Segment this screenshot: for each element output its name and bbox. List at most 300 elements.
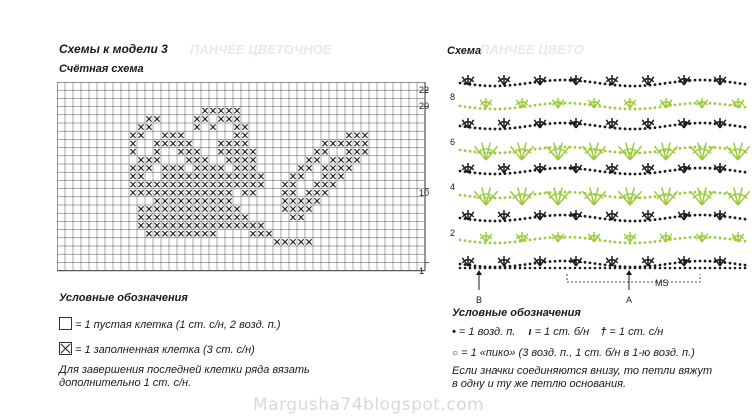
dc-stitch (480, 100, 486, 108)
right-note-line-1: Если значки соединяются внизу, то петли вяжут (452, 365, 713, 377)
chain-dot (479, 172, 482, 175)
chain-dot (639, 172, 642, 175)
chain-dot (729, 104, 732, 107)
chain-dot (579, 102, 582, 105)
chain-dot (584, 215, 587, 218)
filled-cell (290, 206, 295, 211)
stitch-chart-title: Схема (447, 45, 482, 57)
filled-cell (258, 174, 263, 179)
count-chart-title: Счётная схема (59, 63, 144, 75)
chain-dot (484, 172, 487, 175)
chain-dot (639, 107, 642, 110)
dc-stitch (498, 165, 504, 173)
filled-cell (202, 165, 207, 170)
filled-cell (234, 149, 239, 154)
dc-stitch (501, 75, 507, 85)
filled-cell (146, 165, 151, 170)
filled-cell (250, 174, 255, 179)
chain-dot (619, 107, 622, 110)
chain-dot (644, 172, 647, 175)
chain-dot (494, 242, 497, 245)
filled-cell (162, 165, 167, 170)
chain-dot (729, 124, 732, 127)
dc-stitch (624, 100, 630, 108)
filled-cell (226, 206, 231, 211)
chain-dot (734, 124, 737, 127)
foundation-dot (469, 267, 472, 270)
chain-dot (714, 146, 717, 149)
filled-cell (362, 133, 367, 138)
chain-dot (529, 238, 532, 241)
filled-cell (314, 190, 319, 195)
filled-cell (290, 190, 295, 195)
chain-dot (654, 218, 657, 221)
foundation-dot (714, 267, 717, 270)
filled-cell (338, 141, 343, 146)
dc-stitch (702, 100, 708, 108)
chain-dot (584, 261, 587, 264)
filled-cell (178, 141, 183, 146)
chain-dot (564, 122, 567, 125)
chain-dot (509, 219, 512, 222)
chain-dot (629, 85, 632, 88)
chain-dot (584, 123, 587, 126)
foundation-dot (579, 267, 582, 270)
chain-dot (604, 218, 607, 221)
filled-cell (170, 165, 175, 170)
chain-dot (719, 103, 722, 106)
filled-cell (194, 165, 199, 170)
dc-stitch (678, 212, 684, 220)
foundation-dot (639, 267, 642, 270)
chain-dot (469, 195, 472, 198)
chain-dot (599, 217, 602, 220)
foundation-dot (624, 267, 627, 270)
dc-stitch (504, 258, 510, 266)
filled-cell (210, 124, 215, 129)
chain-dot (544, 103, 547, 106)
filled-cell (218, 149, 223, 154)
filled-cell (210, 108, 215, 113)
chain-dot (664, 263, 667, 266)
chain-dot (519, 126, 522, 129)
chain-dot (574, 191, 577, 194)
chain-dot (524, 170, 527, 173)
chain-dot (614, 84, 617, 87)
dc-stitch (558, 100, 564, 108)
filled-cell (226, 190, 231, 195)
dc-stitch (588, 234, 594, 242)
chain-dot (589, 81, 592, 84)
chain-dot (694, 214, 697, 217)
chain-dot (599, 263, 602, 266)
foundation-dot (634, 267, 637, 270)
filled-cell (178, 231, 183, 236)
filled-cell (186, 182, 191, 187)
filled-cell (322, 182, 327, 187)
chain-dot (569, 236, 572, 239)
filled-cell (250, 182, 255, 187)
chain-dot (699, 260, 702, 263)
filled-cell (266, 231, 271, 236)
chain-dot (579, 236, 582, 239)
chain-dot (504, 107, 507, 110)
filled-cell (154, 215, 159, 220)
chain-dot (629, 173, 632, 176)
foundation-dot (659, 267, 662, 270)
chain-dot (609, 240, 612, 243)
chain-dot (499, 152, 502, 155)
chain-dot (729, 169, 732, 172)
legend-filled-text: = 1 заполненная клетка (3 ст. с/н) (75, 344, 255, 356)
dc-stitch (552, 234, 558, 242)
dc-stitch (678, 165, 684, 173)
dc-stitch (483, 98, 489, 108)
filled-cell (242, 182, 247, 187)
dc-stitch (678, 258, 684, 266)
foundation-dot (489, 267, 492, 270)
filled-cell (314, 198, 319, 203)
chain-dot (609, 106, 612, 109)
chain-dot (584, 80, 587, 83)
chain-dot (619, 241, 622, 244)
filled-cell (234, 116, 239, 121)
chain-dot (659, 264, 662, 267)
chain-dot (534, 104, 537, 107)
chain-dot (594, 216, 597, 219)
chain-dot (539, 147, 542, 150)
chain-dot (564, 167, 567, 170)
dc-stitch (498, 77, 504, 85)
ring-icon: ○ (452, 348, 459, 359)
filled-cell (210, 206, 215, 211)
filled-cell (242, 141, 247, 146)
chain-dot (669, 262, 672, 265)
foundation-dot (694, 267, 697, 270)
chain-dot (724, 103, 727, 106)
row-label-1: 1 (419, 266, 425, 276)
chain-dot (529, 81, 532, 84)
bleed-text-left: ПАНЧЕЕ ЦВЕТОЧНОЕ (190, 42, 332, 57)
dc-stitch (624, 234, 630, 242)
chain-dot (664, 217, 667, 220)
filled-cell (314, 157, 319, 162)
filled-cell (202, 198, 207, 203)
chain-dot (709, 260, 712, 263)
foundation-dot (684, 267, 687, 270)
bar-icon: ı (528, 326, 532, 338)
filled-cell (226, 174, 231, 179)
chain-dot (479, 127, 482, 130)
filled-cell (250, 149, 255, 154)
chain-dot (644, 127, 647, 130)
filled-cell (234, 215, 239, 220)
dc-stitch (537, 210, 543, 220)
filled-cell (226, 149, 231, 154)
chain-dot (474, 195, 477, 198)
foundation-dot (699, 267, 702, 270)
filled-cell (194, 157, 199, 162)
filled-cell (138, 157, 143, 162)
filled-cell (322, 190, 327, 195)
chain-dot (679, 192, 682, 195)
foundation-dot (589, 267, 592, 270)
chain-dot (594, 81, 597, 84)
chain-dot (469, 150, 472, 153)
chain-dot (664, 125, 667, 128)
filled-cell (234, 133, 239, 138)
filled-cell (186, 223, 191, 228)
chain-dot (709, 167, 712, 170)
dc-stitch (501, 163, 507, 173)
filled-cell (202, 231, 207, 236)
filled-cell (274, 239, 279, 244)
filled-cell (226, 141, 231, 146)
chain-dot (609, 150, 612, 153)
dc-stitch (717, 118, 723, 128)
chain-dot (554, 167, 557, 170)
filled-cell (226, 108, 231, 113)
dc-stitch (501, 210, 507, 220)
chain-dot (659, 218, 662, 221)
filled-cell (138, 174, 143, 179)
dot-icon: • (452, 326, 456, 338)
dc-stitch (645, 118, 651, 128)
dc-stitch (642, 212, 648, 220)
foundation-dot (604, 267, 607, 270)
filled-cell (346, 149, 351, 154)
chain-dot (459, 194, 462, 197)
chain-dot (549, 260, 552, 263)
foundation-dot (544, 267, 547, 270)
chain-dot (554, 122, 557, 125)
chain-dot (484, 219, 487, 222)
filled-cell (258, 182, 263, 187)
chain-dot (734, 262, 737, 265)
chain-dot (724, 192, 727, 195)
filled-cell (242, 165, 247, 170)
foundation-dot (524, 267, 527, 270)
chain-dot (594, 169, 597, 172)
chain-dot (519, 218, 522, 221)
filled-cell (322, 141, 327, 146)
dc-stitch (480, 234, 486, 242)
foundation-dot (499, 267, 502, 270)
chain-dot (579, 191, 582, 194)
filled-cell (186, 190, 191, 195)
chain-dot (604, 106, 607, 109)
chain-dot (624, 84, 627, 87)
foundation-dot (519, 267, 522, 270)
dc-stitch (498, 212, 504, 220)
chain-dot (699, 167, 702, 170)
dc-stitch (498, 120, 504, 128)
chain-dot (649, 196, 652, 199)
filled-cell (138, 165, 143, 170)
filled-cell (154, 198, 159, 203)
chain-dot (684, 102, 687, 105)
chain-dot (499, 242, 502, 245)
chain-dot (509, 107, 512, 110)
chain-dot (459, 149, 462, 152)
filled-cell (130, 190, 135, 195)
filled-cell (234, 206, 239, 211)
chain-dot (549, 214, 552, 217)
dc-stitch (504, 212, 510, 220)
filled-cell (146, 182, 151, 187)
filled-cell (322, 165, 327, 170)
filled-cell (138, 182, 143, 187)
filled-cell (210, 231, 215, 236)
filled-cell (154, 182, 159, 187)
foundation-dot (609, 267, 612, 270)
filled-cell (146, 190, 151, 195)
filled-cell (330, 165, 335, 170)
chain-dot (479, 241, 482, 244)
dc-stitch (666, 100, 672, 108)
filled-cell (202, 190, 207, 195)
chain-dot (659, 106, 662, 109)
dc-stitch (552, 100, 558, 108)
filled-cell (170, 206, 175, 211)
foundation-dot (649, 267, 652, 270)
chain-dot (599, 82, 602, 85)
chain-dot (644, 219, 647, 222)
dc-stitch (558, 234, 564, 242)
dc-stitch (648, 120, 654, 128)
foundation-dot (719, 267, 722, 270)
chain-dot (599, 170, 602, 173)
dc-stitch (486, 234, 492, 242)
chain-dot (559, 214, 562, 217)
foundation-dot (704, 267, 707, 270)
filled-cell (242, 174, 247, 179)
chain-dot (534, 238, 537, 241)
filled-cell (170, 174, 175, 179)
filled-cell (186, 231, 191, 236)
chain-dot (619, 172, 622, 175)
foundation-dot (664, 267, 667, 270)
chain-dot (614, 151, 617, 154)
dc-stitch (576, 212, 582, 220)
chain-dot (659, 83, 662, 86)
chain-dot (714, 236, 717, 239)
chain-dot (554, 260, 557, 263)
chain-dot (524, 263, 527, 266)
foundation-dot (654, 267, 657, 270)
row-label-10: 10 (419, 188, 430, 198)
foundation-dot (614, 267, 617, 270)
foundation-dot (569, 267, 572, 270)
chain-dot (599, 105, 602, 108)
foundation-dot (539, 267, 542, 270)
chain-dot (729, 216, 732, 219)
legend-empty-text: = 1 пустая клетка (1 ст. с/н, 2 возд. п.) (75, 319, 281, 331)
filled-cell (138, 206, 143, 211)
filled-cell (282, 190, 287, 195)
filled-cell (210, 165, 215, 170)
chain-dot (659, 126, 662, 129)
chain-dot (669, 216, 672, 219)
chain-dot (489, 220, 492, 223)
filled-cell (250, 223, 255, 228)
chain-dot (579, 146, 582, 149)
filled-cell (298, 198, 303, 203)
chain-dot (494, 108, 497, 111)
chain-dot (709, 122, 712, 125)
chain-dot (684, 236, 687, 239)
filled-cell (146, 231, 151, 236)
chain-dot (509, 241, 512, 244)
legend-empty-row (59, 317, 281, 332)
dc-stitch (498, 258, 504, 266)
filled-cell (178, 206, 183, 211)
foundation-dot (474, 267, 477, 270)
chain-dot (644, 241, 647, 244)
filled-cell (306, 190, 311, 195)
chain-dot (694, 191, 697, 194)
row-label-20: 20 (419, 101, 430, 111)
filled-cell (218, 198, 223, 203)
chain-dot (679, 103, 682, 106)
right-legend-title: Условные обозначения (452, 307, 581, 319)
filled-cell (330, 141, 335, 146)
chain-dot (694, 260, 697, 263)
filled-cell (218, 206, 223, 211)
chain-dot (674, 81, 677, 84)
dc-stitch (645, 75, 651, 85)
chain-dot (499, 85, 502, 88)
dc-stitch (645, 210, 651, 220)
chain-dot (669, 169, 672, 172)
filled-cell (202, 182, 207, 187)
filled-cell (162, 133, 167, 138)
chain-dot (614, 241, 617, 244)
chain-dot (674, 262, 677, 265)
dc-stitch (537, 75, 543, 85)
filled-cell (330, 174, 335, 179)
chain-dot (699, 79, 702, 82)
chain-dot (534, 193, 537, 196)
chain-dot (469, 106, 472, 109)
chain-dot (654, 150, 657, 153)
square-icon (59, 317, 72, 330)
chain-dot (744, 240, 747, 243)
filled-cell (242, 124, 247, 129)
chain-dot (639, 127, 642, 130)
dagger-icon: † (600, 326, 607, 338)
chain-dot (659, 171, 662, 174)
filled-cell (242, 223, 247, 228)
filled-cell (170, 133, 175, 138)
chain-dot (614, 172, 617, 175)
chain-dot (724, 237, 727, 240)
filled-cell (170, 215, 175, 220)
chain-dot (694, 167, 697, 170)
chain-dot (594, 124, 597, 127)
filled-cell (170, 223, 175, 228)
filled-cell (178, 182, 183, 187)
filled-cell (138, 124, 143, 129)
count-chart-grid (57, 82, 429, 274)
foundation-dot (679, 267, 682, 270)
legend-title: Условные обозначения (59, 292, 188, 304)
dc-stitch (696, 100, 702, 108)
dc-stitch (648, 212, 654, 220)
filled-cell (234, 165, 239, 170)
filled-cell (210, 198, 215, 203)
foundation-dot (504, 267, 507, 270)
